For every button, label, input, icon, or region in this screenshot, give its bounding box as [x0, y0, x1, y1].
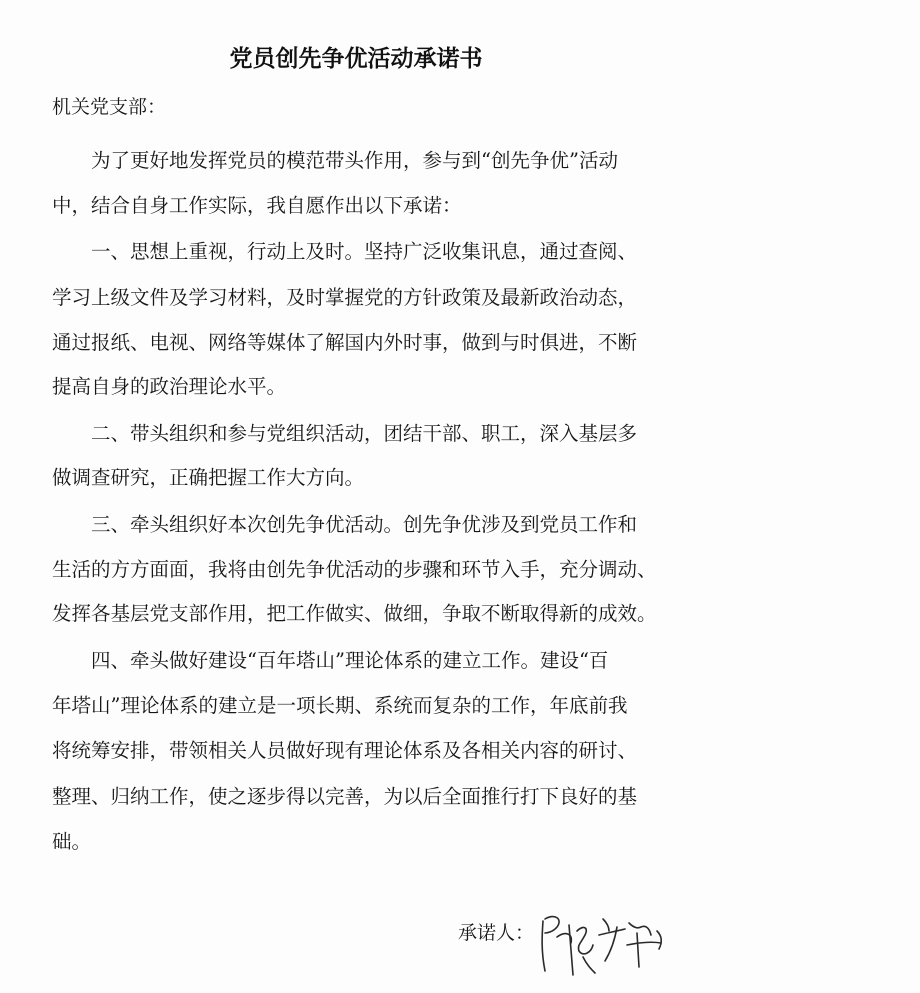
- body-line: 二、带头组织和参与党组织活动，团结干部、职工，深入基层多: [52, 422, 638, 445]
- body-line: 整理、归纳工作，使之逐步得以完善，为以后全面推行打下良好的基: [52, 785, 638, 808]
- body-line: 三、牵头组织好本次创先争优活动。创先争优涉及到党员工作和: [52, 513, 638, 536]
- body-line: 生活的方方面面，我将由创先争优活动的步骤和环节入手，充分调动、: [52, 558, 657, 581]
- body-line: 础。: [52, 830, 92, 853]
- body-line: 提高自身的政治理论水平。: [52, 375, 287, 398]
- body-line: 做调查研究，正确把握工作大方向。: [52, 466, 365, 489]
- body-line: 将统筹安排，带领相关人员做好现有理论体系及各相关内容的研讨、: [52, 739, 638, 762]
- body-line: 一、思想上重视，行动上及时。坚持广泛收集讯息，通过查阅、: [52, 240, 638, 263]
- body-line: 四、牵头做好建设“百年塔山”理论体系的建立工作。建设“百: [52, 649, 609, 672]
- salutation: 机关党支部：: [52, 96, 167, 118]
- body-line: 为了更好地发挥党员的模范带头作用，参与到“创先争优”活动: [52, 149, 618, 172]
- body-line: 发挥各基层党支部作用，把工作做实、做细，争取不断取得新的成效。: [52, 602, 657, 625]
- body-line: 通过报纸、电视、网络等媒体了解国内外时事，做到与时俱进，不断: [52, 331, 638, 354]
- document-title: 党员创先争优活动承诺书: [229, 45, 483, 72]
- signer-label: 承诺人：: [458, 922, 535, 944]
- body-line: 年塔山”理论体系的建立是一项长期、系统而复杂的工作，年底前我: [52, 694, 628, 717]
- handwritten-signature: [533, 905, 673, 977]
- body-line: 学习上级文件及学习材料，及时掌握党的方针政策及最新政治动态，: [52, 286, 638, 309]
- body-line: 中，结合自身工作实际，我自愿作出以下承诺：: [52, 194, 462, 217]
